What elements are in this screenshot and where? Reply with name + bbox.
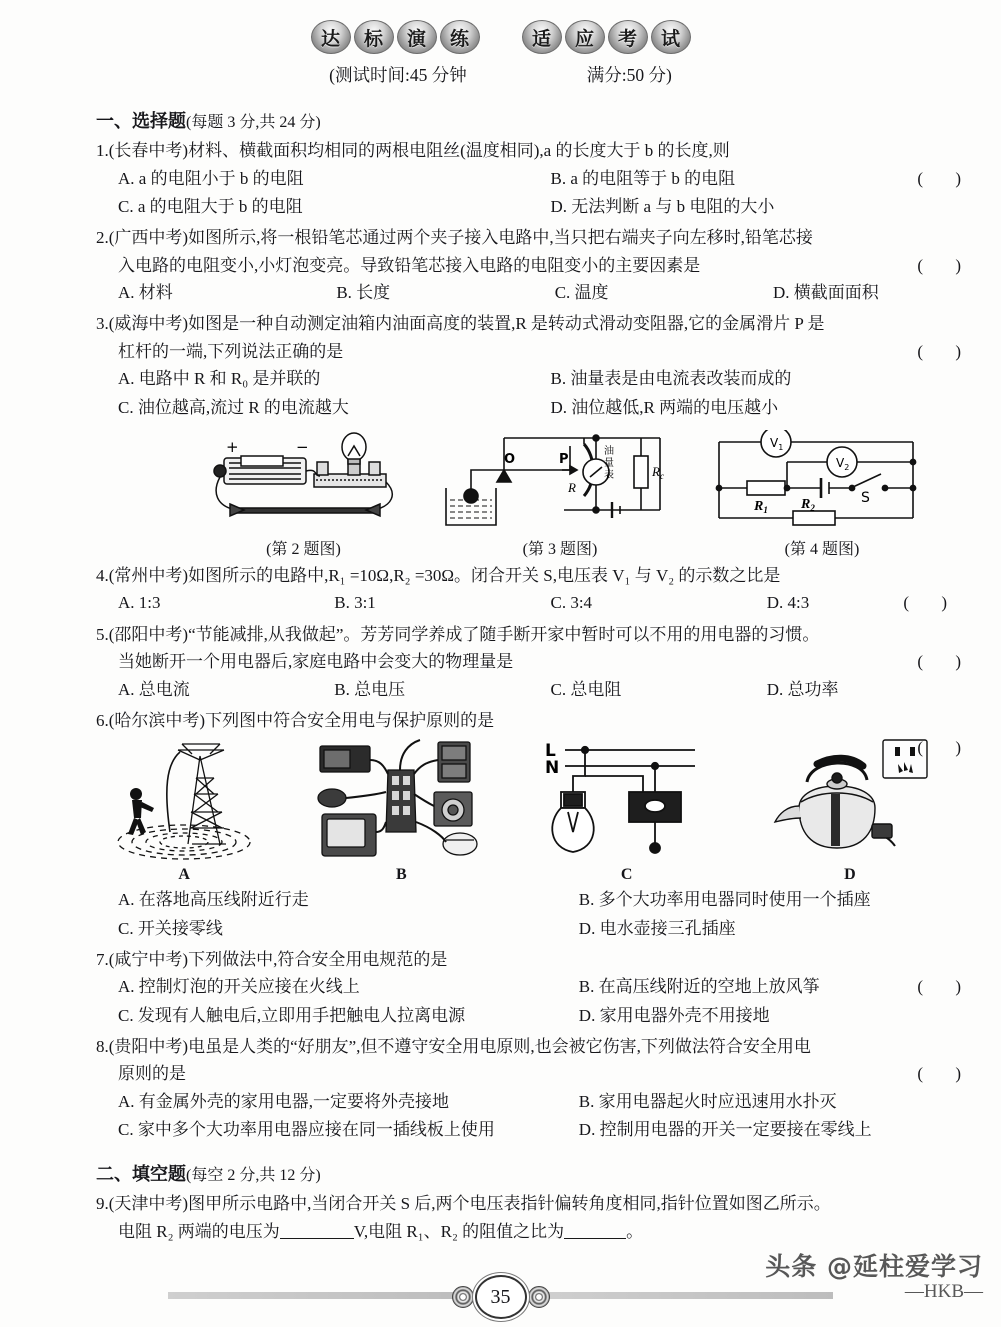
option-a[interactable]: A. 电路中 R 和 R₀ 是并联的	[118, 369, 321, 389]
fill-prefix: 电阻 R₂ 两端的电压为	[118, 1221, 280, 1241]
question-text: 如图是一种自动测定油箱内油面高度的装置,R 是转动式滑动变阻器,它的金属滑片 P 是	[188, 314, 825, 334]
test-time-note: (测试时间:45 分钟	[329, 65, 467, 85]
question-6-pictures	[0, 736, 1001, 884]
option-b[interactable]: B. 总电压	[334, 679, 406, 699]
option-b[interactable]: B. 多个大功率用电器同时使用一个插座	[578, 890, 871, 910]
option-c[interactable]: C. 总电阻	[550, 679, 622, 699]
answer-bracket[interactable]: ( )	[903, 593, 961, 613]
option-b[interactable]: B. 长度	[336, 283, 391, 303]
question-6-options-row2	[96, 915, 983, 943]
question-5-options	[96, 676, 983, 704]
picture-d-kettle-three-hole-socket	[767, 736, 933, 884]
fuel-gauge-label-char1: 油	[604, 445, 614, 457]
question-1-options	[96, 165, 983, 193]
figure-question-2	[196, 430, 411, 559]
oil-level-gauge-circuit-diagram	[444, 430, 676, 535]
option-d[interactable]: D. 油位越低,R 两端的电压越小	[550, 397, 779, 417]
question-number: 8.	[96, 1036, 109, 1056]
option-c[interactable]: C. a 的电阻大于 b 的电阻	[118, 196, 303, 216]
question-source: (长春中考)	[108, 141, 189, 160]
figure-4-caption: (第 4 题图)	[784, 540, 860, 558]
page-header	[0, 0, 1001, 54]
question-number: 7.	[96, 949, 109, 969]
watermark-line-2: —HKB—	[904, 1281, 983, 1302]
voltmeter-v1-label: $V_1$	[770, 435, 784, 452]
option-c[interactable]: C. 油位越高,流过 R 的电流越大	[118, 397, 349, 417]
question-source: (邵阳中考)	[108, 624, 189, 644]
answer-blank-2[interactable]	[564, 1223, 626, 1239]
question-2-options	[96, 279, 983, 307]
question-4-options	[96, 589, 983, 617]
watermark	[765, 1247, 983, 1303]
question-stem-line2: 原则的是	[118, 1064, 186, 1084]
question-source: (天津中考)	[108, 1194, 189, 1214]
question-7-options	[96, 973, 983, 1001]
voltmeter-v2-label: $V_2$	[836, 455, 850, 472]
question-5	[96, 621, 983, 676]
picture-label-a: A	[178, 866, 190, 884]
option-d[interactable]: D. 无法判断 a 与 b 电阻的大小	[550, 196, 775, 216]
fuel-gauge-label-char2: 量	[604, 457, 614, 469]
resistor-r-label: R	[568, 479, 576, 495]
badge-group-shiying-kaoshi	[522, 20, 691, 54]
question-6	[96, 707, 983, 758]
question-number: 4.	[96, 565, 109, 585]
fill-end: 。	[626, 1221, 644, 1241]
question-text: 如图所示,将一根铅笔芯通过两个夹子接入电路中,当只把右端夹子向左移时,铅笔芯接	[188, 227, 813, 247]
question-8-options-row2	[96, 1116, 983, 1144]
question-number: 9.	[96, 1194, 109, 1214]
exam-content	[0, 87, 1001, 758]
answer-bracket[interactable]: ( )	[917, 1064, 975, 1084]
option-c[interactable]: C. 家中多个大功率用电器应接在同一插线板上使用	[118, 1120, 495, 1139]
question-7-options-row2	[96, 1002, 983, 1030]
question-3-options-row2	[96, 394, 983, 422]
badge-char: 达	[311, 20, 351, 54]
live-wire-l-label: L	[544, 741, 556, 762]
option-a[interactable]: A. 在落地高压线附近行走	[118, 890, 309, 910]
question-6-options	[96, 886, 983, 914]
section-title-text: 二、填空题	[96, 1164, 186, 1185]
footer-rule-left	[168, 1292, 468, 1299]
badge-char: 考	[608, 20, 648, 54]
question-stem	[96, 946, 983, 974]
question-stem-line2: 入电路的电阻变小,小灯泡变亮。导致铅笔芯接入电路的电阻变小的主要因素是	[118, 255, 701, 275]
question-stem	[96, 310, 983, 338]
question-stem	[96, 562, 983, 590]
option-a[interactable]: A. 总电流	[118, 679, 190, 699]
resistor-r2-label: $R_2$	[801, 496, 815, 513]
figure-question-3	[444, 430, 676, 559]
battery-minus-label: −	[296, 437, 309, 456]
question-3-options	[96, 365, 983, 393]
question-9-fill-line	[96, 1218, 983, 1246]
section-heading-choice	[96, 107, 983, 133]
exam-content-lower	[0, 886, 1001, 1245]
option-a[interactable]: A. 材料	[118, 283, 173, 303]
two-voltmeter-circuit-diagram	[709, 430, 935, 535]
question-source: (广西中考)	[108, 227, 189, 247]
question-text: 下列图中符合安全用电与保护原则的是	[205, 710, 495, 730]
question-stem	[96, 137, 983, 165]
question-number: 6.	[96, 710, 109, 730]
power-line-tower-icon	[108, 736, 260, 864]
question-text: 下列做法中,符合安全用电规范的是	[188, 949, 448, 969]
question-text: 图甲所示电路中,当闭合开关 S 后,两个电压表指针偏转角度相同,指针位置如图乙所示。	[188, 1194, 831, 1214]
picture-label-b: B	[396, 866, 407, 884]
option-d[interactable]: D. 电水壶接三孔插座	[578, 918, 736, 938]
electric-kettle-icon	[767, 736, 933, 864]
picture-b-overloaded-socket	[316, 736, 486, 884]
household-wiring-diagram-icon	[543, 736, 711, 864]
question-3	[96, 310, 983, 365]
option-b[interactable]: B. 在高压线附近的空地上放风筝	[578, 977, 820, 997]
option-a[interactable]: A. a 的电阻小于 b 的电阻	[118, 168, 304, 188]
figure-row	[96, 430, 983, 559]
section-note: (每空 2 分,共 12 分)	[186, 1167, 321, 1185]
option-c[interactable]: C. 3:4	[550, 593, 593, 613]
option-b[interactable]: B. 油量表是由电流表改装而成的	[550, 369, 792, 389]
badge-char: 演	[397, 20, 437, 54]
option-b[interactable]: B. a 的电阻等于 b 的电阻	[550, 168, 736, 188]
pencil-lead-circuit-diagram	[196, 430, 411, 535]
answer-bracket[interactable]: ( )	[917, 977, 975, 997]
neutral-wire-n-label: N	[544, 758, 559, 779]
ornament-right-icon	[528, 1286, 550, 1308]
question-source: (威海中考)	[108, 314, 189, 334]
badge-char: 应	[565, 20, 605, 54]
option-d[interactable]: D. 4:3	[766, 593, 810, 613]
question-text: “节能减排,从我做起”。芳芳同学养成了随手断开家中暂时可以不用的用电器的习惯。	[188, 624, 820, 644]
badge-char: 适	[522, 20, 562, 54]
question-stem	[96, 621, 983, 649]
answer-bracket[interactable]: ( )	[917, 341, 975, 361]
figure-3-caption: (第 3 题图)	[522, 540, 598, 558]
answer-bracket[interactable]: ( )	[917, 255, 975, 275]
slider-p-label: P	[559, 451, 569, 467]
resistor-r1-label: $R_1$	[754, 498, 768, 515]
question-text: 如图所示的电路中,R₁ =10Ω,R₂ =30Ω。闭合开关 S,电压表 V₁ 与 V₂ 的示数之比是	[188, 565, 781, 585]
question-stem-line2: 当她断开一个用电器后,家庭电路中会变大的物理量是	[118, 652, 514, 672]
badge-char: 试	[651, 20, 691, 54]
question-source: (哈尔滨中考)	[108, 710, 206, 730]
question-source: (咸宁中考)	[108, 949, 189, 969]
option-a[interactable]: A. 有金属外壳的家用电器,一定要将外壳接地	[118, 1091, 450, 1111]
answer-bracket[interactable]: ( )	[917, 738, 975, 758]
question-9	[96, 1190, 983, 1245]
fuel-gauge-label-char3: 表	[604, 469, 614, 481]
question-stem	[96, 707, 983, 735]
answer-bracket[interactable]: ( )	[917, 168, 975, 188]
switch-s-label: S	[861, 489, 870, 506]
option-c[interactable]: C. 开关接零线	[118, 918, 223, 938]
question-stem	[96, 224, 983, 252]
option-c[interactable]: C. 发现有人触电后,立即用手把触电人拉离电源	[118, 1005, 466, 1025]
option-d[interactable]: D. 控制用电器的开关一定要接在零线上	[578, 1120, 872, 1139]
option-d[interactable]: D. 家用电器外壳不用接地	[578, 1005, 770, 1025]
option-c[interactable]: C. 温度	[554, 283, 609, 303]
section-heading-fill	[96, 1160, 983, 1186]
picture-label-c: C	[620, 866, 633, 884]
question-source: (贵阳中考)	[108, 1036, 189, 1056]
question-number: 1.	[96, 141, 109, 160]
question-stem	[96, 1033, 983, 1061]
fill-middle: V,电阻 R₁、R₂ 的阻值之比为	[353, 1221, 565, 1241]
page-number: 35	[475, 1275, 527, 1319]
question-8	[96, 1033, 983, 1088]
question-2	[96, 224, 983, 279]
option-a[interactable]: A. 1:3	[118, 593, 161, 613]
section-note: (每题 3 分,共 24 分)	[186, 114, 321, 131]
picture-c-switch-on-neutral-wiring	[543, 736, 711, 884]
question-stem-line2: 杠杆的一端,下列说法正确的是	[118, 341, 344, 361]
badge-group-dabiao-yanlian	[311, 20, 480, 54]
answer-bracket[interactable]: ( )	[917, 652, 975, 672]
resistor-rc-label: $R_c$	[652, 463, 664, 481]
question-text: 材料、横截面积均相同的两根电阻丝(温度相同),a 的长度大于 b 的长度,则	[188, 141, 730, 160]
battery-plus-label: +	[226, 437, 239, 456]
watermark-line-1: 头条 @延柱爱学习	[765, 1252, 983, 1281]
question-number: 2.	[96, 227, 109, 247]
picture-a-fallen-power-line	[108, 736, 260, 884]
picture-label-d: D	[844, 866, 856, 884]
option-b[interactable]: B. 家用电器起火时应迅速用水扑灭	[578, 1091, 837, 1111]
badge-char: 标	[354, 20, 394, 54]
question-stem	[96, 1190, 983, 1218]
question-1-options-row2	[96, 193, 983, 221]
full-score-note: 满分:50 分)	[586, 65, 672, 85]
figure-question-4	[709, 430, 935, 559]
overloaded-socket-appliances-icon	[316, 736, 486, 864]
lever-point-o-label: O	[504, 451, 516, 467]
question-number: 5.	[96, 624, 109, 644]
option-d[interactable]: D. 横截面面积	[773, 283, 879, 303]
option-b[interactable]: B. 3:1	[334, 593, 376, 613]
section-title-text: 一、选择题	[96, 111, 186, 131]
figure-2-caption: (第 2 题图)	[266, 540, 341, 558]
question-text: 电虽是人类的“好朋友”,但不遵守安全用电原则,也会被它伤害,下列做法符合安全用电	[188, 1036, 811, 1056]
ornament-left-icon	[452, 1286, 474, 1308]
option-a[interactable]: A. 控制灯泡的开关应接在火线上	[118, 977, 360, 997]
question-number: 3.	[96, 314, 109, 334]
question-source: (常州中考)	[108, 565, 189, 585]
exam-meta	[0, 62, 1001, 87]
badge-char: 练	[440, 20, 480, 54]
page-number-group	[452, 1275, 550, 1319]
option-d[interactable]: D. 总功率	[766, 679, 839, 699]
question-8-options	[96, 1088, 983, 1116]
answer-blank-1[interactable]	[280, 1223, 354, 1239]
